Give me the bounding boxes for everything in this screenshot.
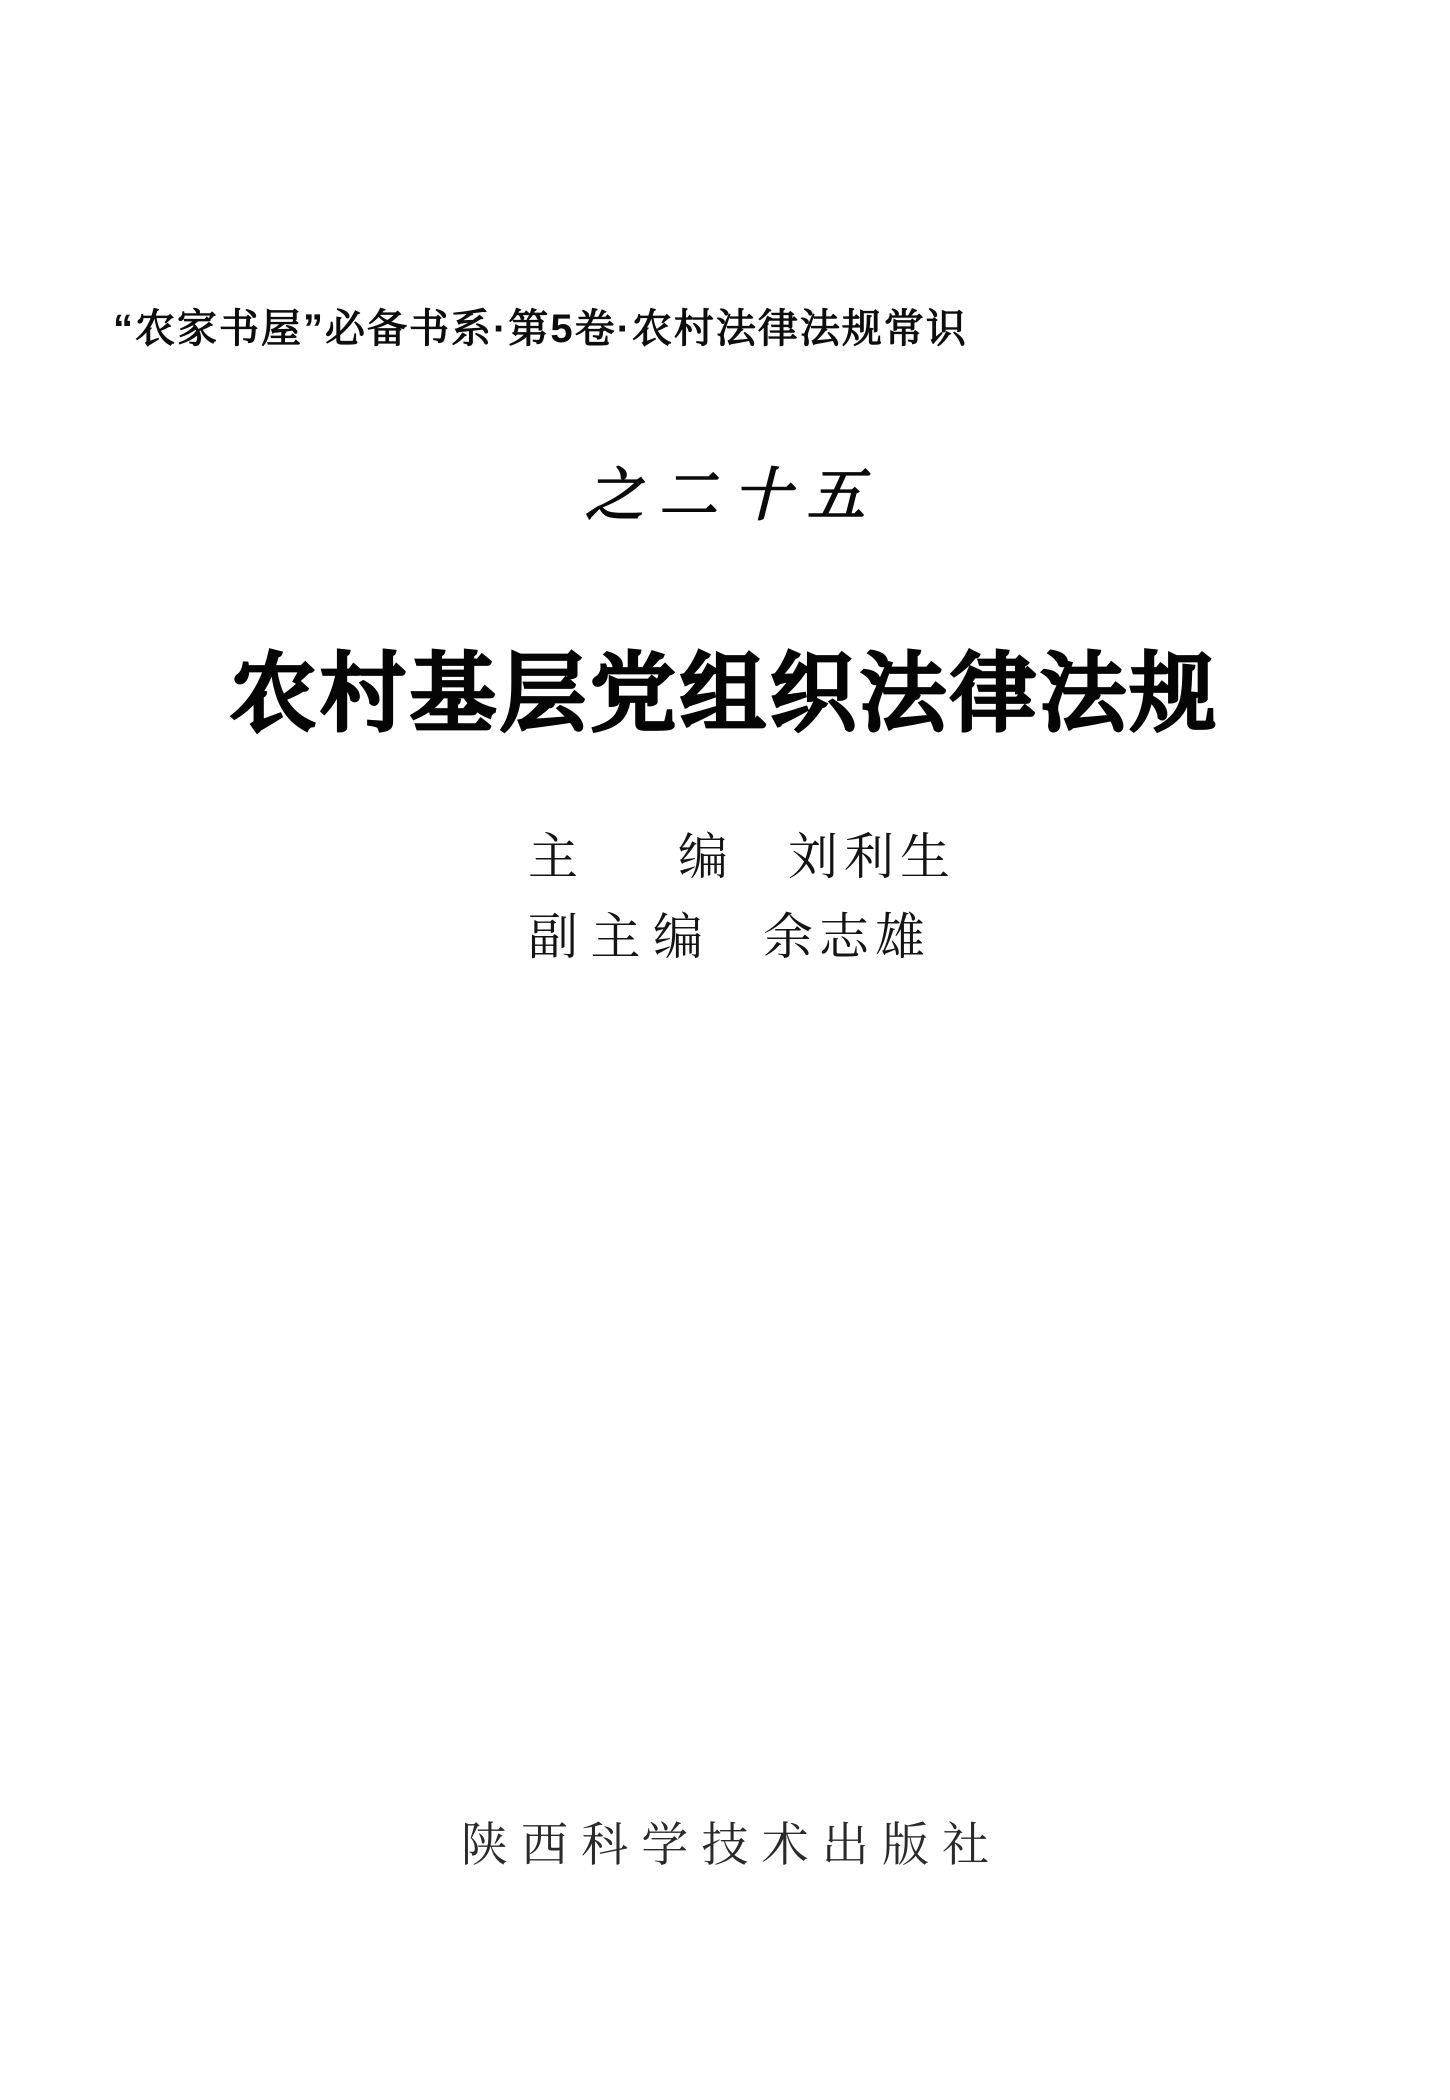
book-title: 农村基层党组织法律法规 [230, 646, 1220, 742]
deputy-editor-role-label: 副 主 编 [528, 909, 703, 965]
chief-editor-role-label: 主 编 [528, 829, 728, 885]
chief-editor-row [528, 829, 956, 885]
editors-block [528, 829, 956, 992]
chief-editor-name: 刘利生 [788, 829, 956, 885]
series-title: “农家书屋”必备书系·第5卷·农村法律法规常识 [113, 307, 968, 351]
volume-number: 之二十五 [584, 463, 881, 528]
publisher-name: 陕西科学技术出版社 [460, 1820, 1003, 1872]
deputy-editor-name: 余志雄 [763, 909, 931, 965]
deputy-editor-row [528, 909, 956, 965]
